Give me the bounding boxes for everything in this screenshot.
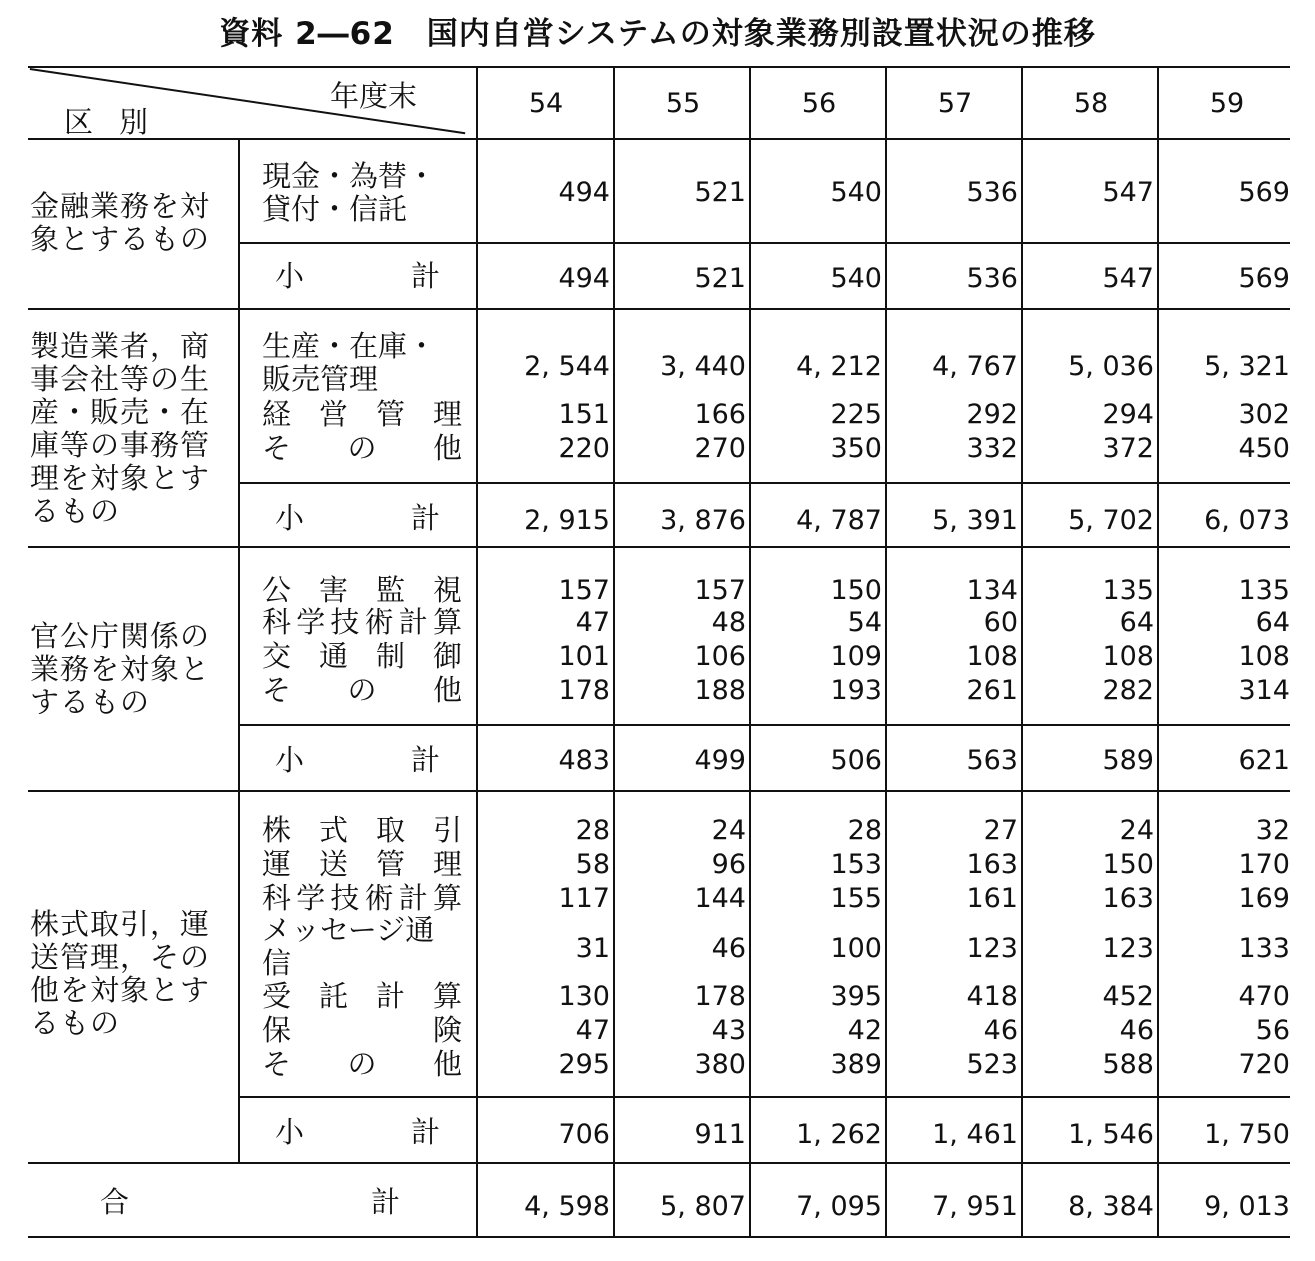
row-label: メッセージ通信 [262, 913, 435, 980]
subtotal-value: 6, 073 [1204, 505, 1290, 536]
subtotal-value: 5, 702 [1068, 505, 1154, 536]
rule-group1-inner [238, 242, 1290, 244]
subtotal-value: 563 [966, 745, 1018, 776]
cell-value: 4, 767 [932, 351, 1018, 382]
cell-value: 5, 036 [1068, 351, 1154, 382]
rule-group2-inner [238, 482, 1290, 484]
cell-value: 188 [694, 675, 746, 706]
cell-value: 494 [558, 177, 610, 208]
cell-value: 46 [1119, 1015, 1154, 1046]
subtotal-value: 4, 787 [796, 505, 882, 536]
subtotal-value: 1, 262 [796, 1119, 882, 1150]
subtotal-value: 2, 915 [524, 505, 610, 536]
category-finance: 金融業務を対象とするもの [30, 189, 211, 256]
subtotal-value: 483 [558, 745, 610, 776]
cell-value: 108 [1238, 641, 1290, 672]
cell-value: 46 [983, 1015, 1018, 1046]
row-label: 交通制御 [262, 639, 462, 673]
cell-value: 450 [1238, 433, 1290, 464]
row-label: 経営管理 [262, 397, 462, 431]
cell-value: 60 [983, 607, 1018, 638]
cell-value: 380 [694, 1049, 746, 1080]
cell-value: 56 [1255, 1015, 1290, 1046]
subtotal-value: 540 [830, 263, 882, 294]
rule-vertical-col56 [749, 66, 751, 1236]
subtotal-value: 3, 876 [660, 505, 746, 536]
rule-group4-bottom [28, 1162, 1290, 1164]
rule-vertical-col58 [1021, 66, 1023, 1236]
cell-value: 64 [1119, 607, 1154, 638]
cell-value: 48 [711, 607, 746, 638]
subtotal-value: 521 [694, 263, 746, 294]
subtotal-value: 5, 391 [932, 505, 1018, 536]
cell-value: 547 [1102, 177, 1154, 208]
subtotal-value: 1, 750 [1204, 1119, 1290, 1150]
cell-value: 101 [558, 641, 610, 672]
cell-value: 54 [847, 607, 882, 638]
cell-value: 134 [966, 575, 1018, 606]
cell-value: 178 [694, 981, 746, 1012]
cell-value: 220 [558, 433, 610, 464]
subtotal-value: 1, 461 [932, 1119, 1018, 1150]
cell-value: 28 [575, 815, 610, 846]
subtotal-value: 621 [1238, 745, 1290, 776]
cell-value: 130 [558, 981, 610, 1012]
cell-value: 100 [830, 933, 882, 964]
header-year-55: 55 [665, 88, 701, 119]
cell-value: 150 [1102, 849, 1154, 880]
subtotal-label: 小計 [275, 743, 440, 777]
cell-value: 46 [711, 933, 746, 964]
cell-value: 295 [558, 1049, 610, 1080]
cell-value: 3, 440 [660, 351, 746, 382]
total-value: 5, 807 [660, 1191, 746, 1222]
cell-value: 292 [966, 399, 1018, 430]
rule-group3-bottom [28, 790, 1290, 792]
cell-value: 294 [1102, 399, 1154, 430]
cell-value: 157 [694, 575, 746, 606]
category-government: 官公庁関係の業務を対象とするもの [30, 619, 211, 719]
cell-value: 157 [558, 575, 610, 606]
total-value: 9, 013 [1204, 1191, 1290, 1222]
rule-top [28, 66, 1290, 68]
cell-value: 521 [694, 177, 746, 208]
subtotal-value: 1, 546 [1068, 1119, 1154, 1150]
subtotal-value: 706 [558, 1119, 610, 1150]
row-label: 受託計算 [262, 979, 462, 1013]
header-year-label: 年度末 [330, 79, 418, 113]
cell-value: 4, 212 [796, 351, 882, 382]
cell-value: 24 [711, 815, 746, 846]
cell-value: 106 [694, 641, 746, 672]
cell-value: 389 [830, 1049, 882, 1080]
subtotal-value: 589 [1102, 745, 1154, 776]
cell-value: 270 [694, 433, 746, 464]
rule-vertical-col54 [476, 66, 478, 1236]
rule-vertical-col55 [613, 66, 615, 1236]
header-year-54: 54 [528, 88, 564, 119]
cell-value: 178 [558, 675, 610, 706]
cell-value: 169 [1238, 883, 1290, 914]
header-category-label: 区別 [64, 105, 175, 139]
cell-value: 144 [694, 883, 746, 914]
cell-value: 123 [1102, 933, 1154, 964]
cell-value: 43 [711, 1015, 746, 1046]
cell-value: 302 [1238, 399, 1290, 430]
cell-value: 163 [1102, 883, 1154, 914]
row-label: 現金・為替・貸付・信託 [262, 159, 437, 226]
row-label: その他 [262, 431, 462, 465]
row-label: 保険 [262, 1013, 462, 1047]
cell-value: 536 [966, 177, 1018, 208]
rule-group4-inner [238, 1096, 1290, 1098]
subtotal-label: 小計 [275, 501, 440, 535]
rule-vertical-subcategory [238, 140, 240, 1162]
row-label: 科学技術計算 [262, 605, 462, 639]
subtotal-value: 494 [558, 263, 610, 294]
cell-value: 133 [1238, 933, 1290, 964]
subtotal-value: 499 [694, 745, 746, 776]
cell-value: 161 [966, 883, 1018, 914]
cell-value: 523 [966, 1049, 1018, 1080]
row-label: その他 [262, 1047, 462, 1081]
cell-value: 64 [1255, 607, 1290, 638]
cell-value: 395 [830, 981, 882, 1012]
cell-value: 31 [575, 933, 610, 964]
row-label: 公害監視 [262, 573, 462, 607]
cell-value: 193 [830, 675, 882, 706]
subtotal-value: 536 [966, 263, 1018, 294]
total-label: 合計 [100, 1185, 400, 1219]
cell-value: 135 [1102, 575, 1154, 606]
cell-value: 32 [1255, 815, 1290, 846]
rule-vertical-col57 [885, 66, 887, 1236]
header-year-59: 59 [1209, 88, 1245, 119]
rule-group1-bottom [28, 308, 1290, 310]
subtotal-value: 569 [1238, 263, 1290, 294]
cell-value: 108 [966, 641, 1018, 672]
header-year-58: 58 [1073, 88, 1109, 119]
total-value: 7, 951 [932, 1191, 1018, 1222]
cell-value: 452 [1102, 981, 1154, 1012]
cell-value: 109 [830, 641, 882, 672]
total-value: 4, 598 [524, 1191, 610, 1222]
cell-value: 47 [575, 607, 610, 638]
rule-vertical-col59 [1157, 66, 1159, 1236]
cell-value: 170 [1238, 849, 1290, 880]
total-value: 7, 095 [796, 1191, 882, 1222]
subtotal-label: 小計 [275, 259, 440, 293]
cell-value: 569 [1238, 177, 1290, 208]
cell-value: 151 [558, 399, 610, 430]
cell-value: 332 [966, 433, 1018, 464]
cell-value: 135 [1238, 575, 1290, 606]
category-manufacturing: 製造業者，商事会社等の生産・販売・在庫等の事務管理を対象とするもの [30, 329, 211, 528]
row-label: 株式取引 [262, 813, 462, 847]
cell-value: 27 [983, 815, 1018, 846]
cell-value: 47 [575, 1015, 610, 1046]
cell-value: 2, 544 [524, 351, 610, 382]
cell-value: 372 [1102, 433, 1154, 464]
cell-value: 350 [830, 433, 882, 464]
rule-header-bottom [28, 138, 1290, 140]
rule-group2-bottom [28, 546, 1290, 548]
cell-value: 153 [830, 849, 882, 880]
cell-value: 28 [847, 815, 882, 846]
row-label: 科学技術計算 [262, 881, 462, 915]
header-year-56: 56 [801, 88, 837, 119]
cell-value: 720 [1238, 1049, 1290, 1080]
cell-value: 42 [847, 1015, 882, 1046]
cell-value: 418 [966, 981, 1018, 1012]
total-value: 8, 384 [1068, 1191, 1154, 1222]
cell-value: 155 [830, 883, 882, 914]
subtotal-value: 547 [1102, 263, 1154, 294]
cell-value: 5, 321 [1204, 351, 1290, 382]
subtotal-label: 小計 [275, 1115, 440, 1149]
cell-value: 314 [1238, 675, 1290, 706]
cell-value: 58 [575, 849, 610, 880]
row-label: 運送管理 [262, 847, 462, 881]
cell-value: 470 [1238, 981, 1290, 1012]
subtotal-value: 911 [694, 1119, 746, 1150]
rule-bottom [28, 1236, 1290, 1238]
rule-group3-inner [238, 724, 1290, 726]
cell-value: 117 [558, 883, 610, 914]
cell-value: 282 [1102, 675, 1154, 706]
row-label: 生産・在庫・販売管理 [262, 329, 437, 396]
cell-value: 540 [830, 177, 882, 208]
cell-value: 588 [1102, 1049, 1154, 1080]
subtotal-value: 506 [830, 745, 882, 776]
cell-value: 225 [830, 399, 882, 430]
cell-value: 123 [966, 933, 1018, 964]
row-label: その他 [262, 673, 462, 707]
cell-value: 24 [1119, 815, 1154, 846]
cell-value: 96 [711, 849, 746, 880]
cell-value: 150 [830, 575, 882, 606]
cell-value: 108 [1102, 641, 1154, 672]
cell-value: 166 [694, 399, 746, 430]
header-year-57: 57 [937, 88, 973, 119]
cell-value: 261 [966, 675, 1018, 706]
document-title: 資料 2―62 国内自営システムの対象業務別設置状況の推移 [219, 16, 1096, 52]
category-stock-transport: 株式取引，運送管理，その他を対象とするもの [30, 907, 211, 1040]
cell-value: 163 [966, 849, 1018, 880]
